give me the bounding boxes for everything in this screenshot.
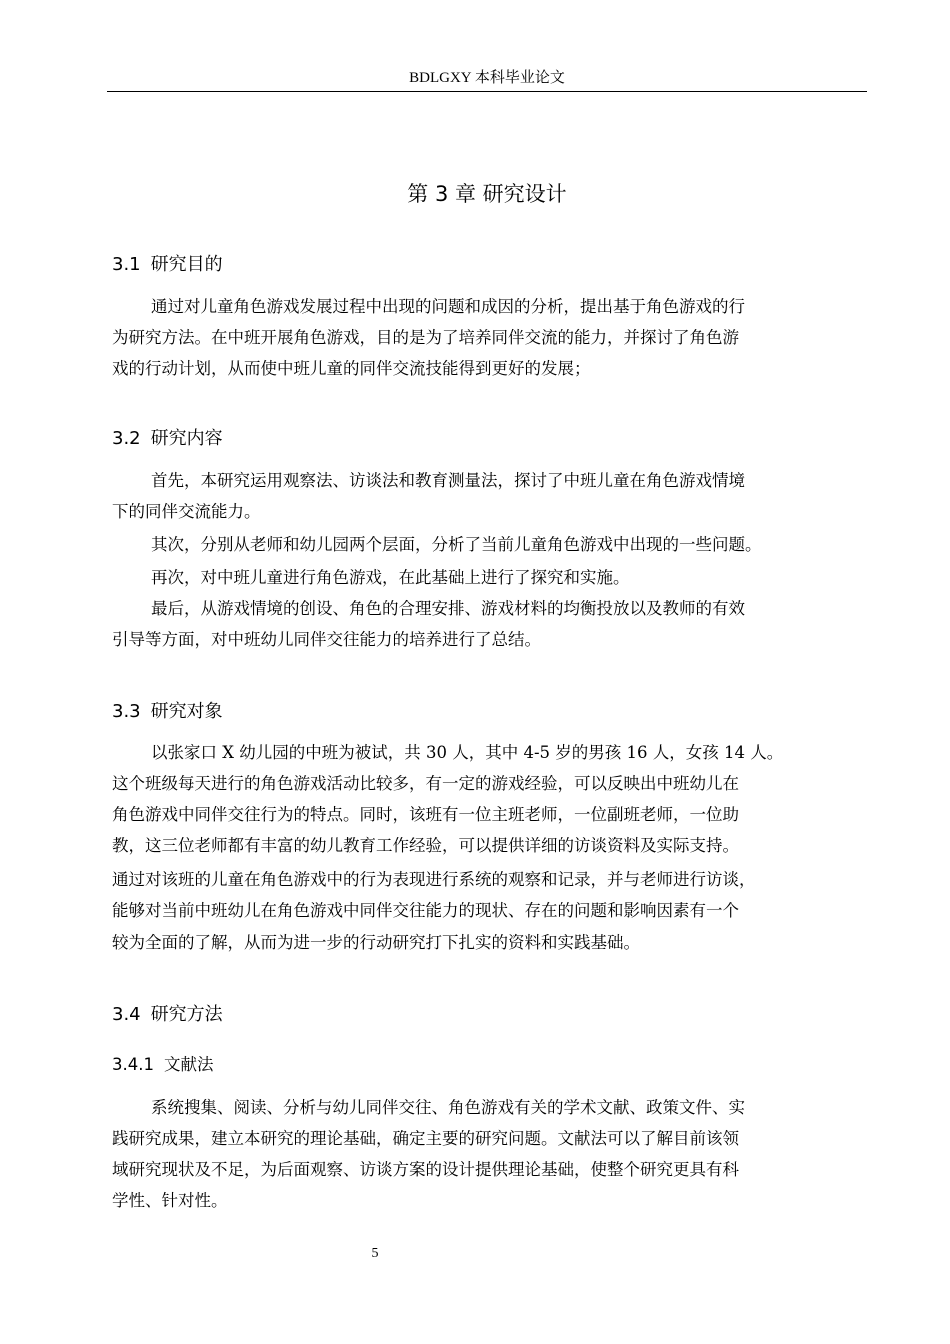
paragraph-line: 系统搜集、阅读、分析与幼儿同伴交往、角色游戏有关的学术文献、政策文件、实: [151, 1098, 745, 1117]
subsection-number: 3.4.1: [112, 1055, 154, 1074]
paragraph-line: 为研究方法。在中班开展角色游戏，目的是为了培养同伴交流的能力，并探讨了角色游: [112, 328, 739, 347]
section-title: 研究对象: [150, 701, 223, 722]
section-number: 3.4: [112, 1004, 141, 1025]
paragraph-line: 其次，分别从老师和幼儿园两个层面，分析了当前儿童角色游戏中出现的一些问题。: [151, 535, 762, 554]
section-title: 研究目的: [150, 254, 223, 275]
section-number: 3.3: [112, 701, 141, 722]
paragraph-line: 首先，本研究运用观察法、访谈法和教育测量法，探讨了中班儿童在角色游戏情境: [151, 471, 745, 490]
section-number: 3.1: [112, 254, 141, 275]
section-title: 研究内容: [150, 428, 223, 449]
paragraph-line: 能够对当前中班幼儿在角色游戏中同伴交往能力的现状、存在的问题和影响因素有一个: [112, 901, 739, 920]
paragraph-line: 通过对该班的儿童在角色游戏中的行为表现进行系统的观察和记录，并与老师进行访谈，: [112, 870, 756, 889]
paragraph-line: 较为全面的了解，从而为进一步的行动研究打下扎实的资料和实践基础。: [112, 933, 640, 952]
paragraph-line: 域研究现状及不足，为后面观察、访谈方案的设计提供理论基础，使整个研究更具有科: [112, 1160, 739, 1179]
paragraph-line: 下的同伴交流能力。: [112, 502, 261, 521]
paragraph-line: 引导等方面，对中班幼儿同伴交往能力的培养进行了总结。: [112, 630, 541, 649]
section-heading-3-2: [112, 426, 223, 452]
subsection-heading-3-4-1: [112, 1053, 213, 1077]
paragraph-line: 教，这三位老师都有丰富的幼儿教育工作经验，可以提供详细的访谈资料及实际支持。: [112, 836, 739, 855]
section-heading-3-3: [112, 699, 223, 725]
subsection-title: 文献法: [163, 1055, 214, 1074]
section-number: 3.2: [112, 428, 141, 449]
paragraph-line: 践研究成果，建立本研究的理论基础，确定主要的研究问题。文献法可以了解目前该领: [112, 1129, 739, 1148]
running-header: BDLGXY 本科毕业论文: [409, 70, 565, 86]
page-number: 5: [371, 1246, 379, 1261]
chapter-title: 第 3 章 研究设计: [407, 182, 567, 206]
paragraph-line: 学性、针对性。: [112, 1191, 228, 1210]
paragraph-line: 这个班级每天进行的角色游戏活动比较多，有一定的游戏经验，可以反映出中班幼儿在: [112, 774, 739, 793]
section-title: 研究方法: [150, 1004, 223, 1025]
paragraph-line: 以张家口 X 幼儿园的中班为被试，共 30 人，其中 4-5 岁的男孩 16 人，女孩 14 人。: [151, 743, 784, 762]
paragraph-line: 最后，从游戏情境的创设、角色的合理安排、游戏材料的均衡投放以及教师的有效: [151, 599, 745, 618]
paragraph-line: 再次，对中班儿童进行角色游戏，在此基础上进行了探究和实施。: [151, 568, 630, 587]
paragraph-line: 通过对儿童角色游戏发展过程中出现的问题和成因的分析，提出基于角色游戏的行: [151, 297, 745, 316]
section-heading-3-1: [112, 252, 223, 278]
paragraph-line: 戏的行动计划，从而使中班儿童的同伴交流技能得到更好的发展；: [112, 359, 591, 378]
header-rule: [107, 91, 867, 92]
section-heading-3-4: [112, 1002, 223, 1028]
paragraph-line: 角色游戏中同伴交往行为的特点。同时，该班有一位主班老师，一位副班老师，一位助: [112, 805, 739, 824]
